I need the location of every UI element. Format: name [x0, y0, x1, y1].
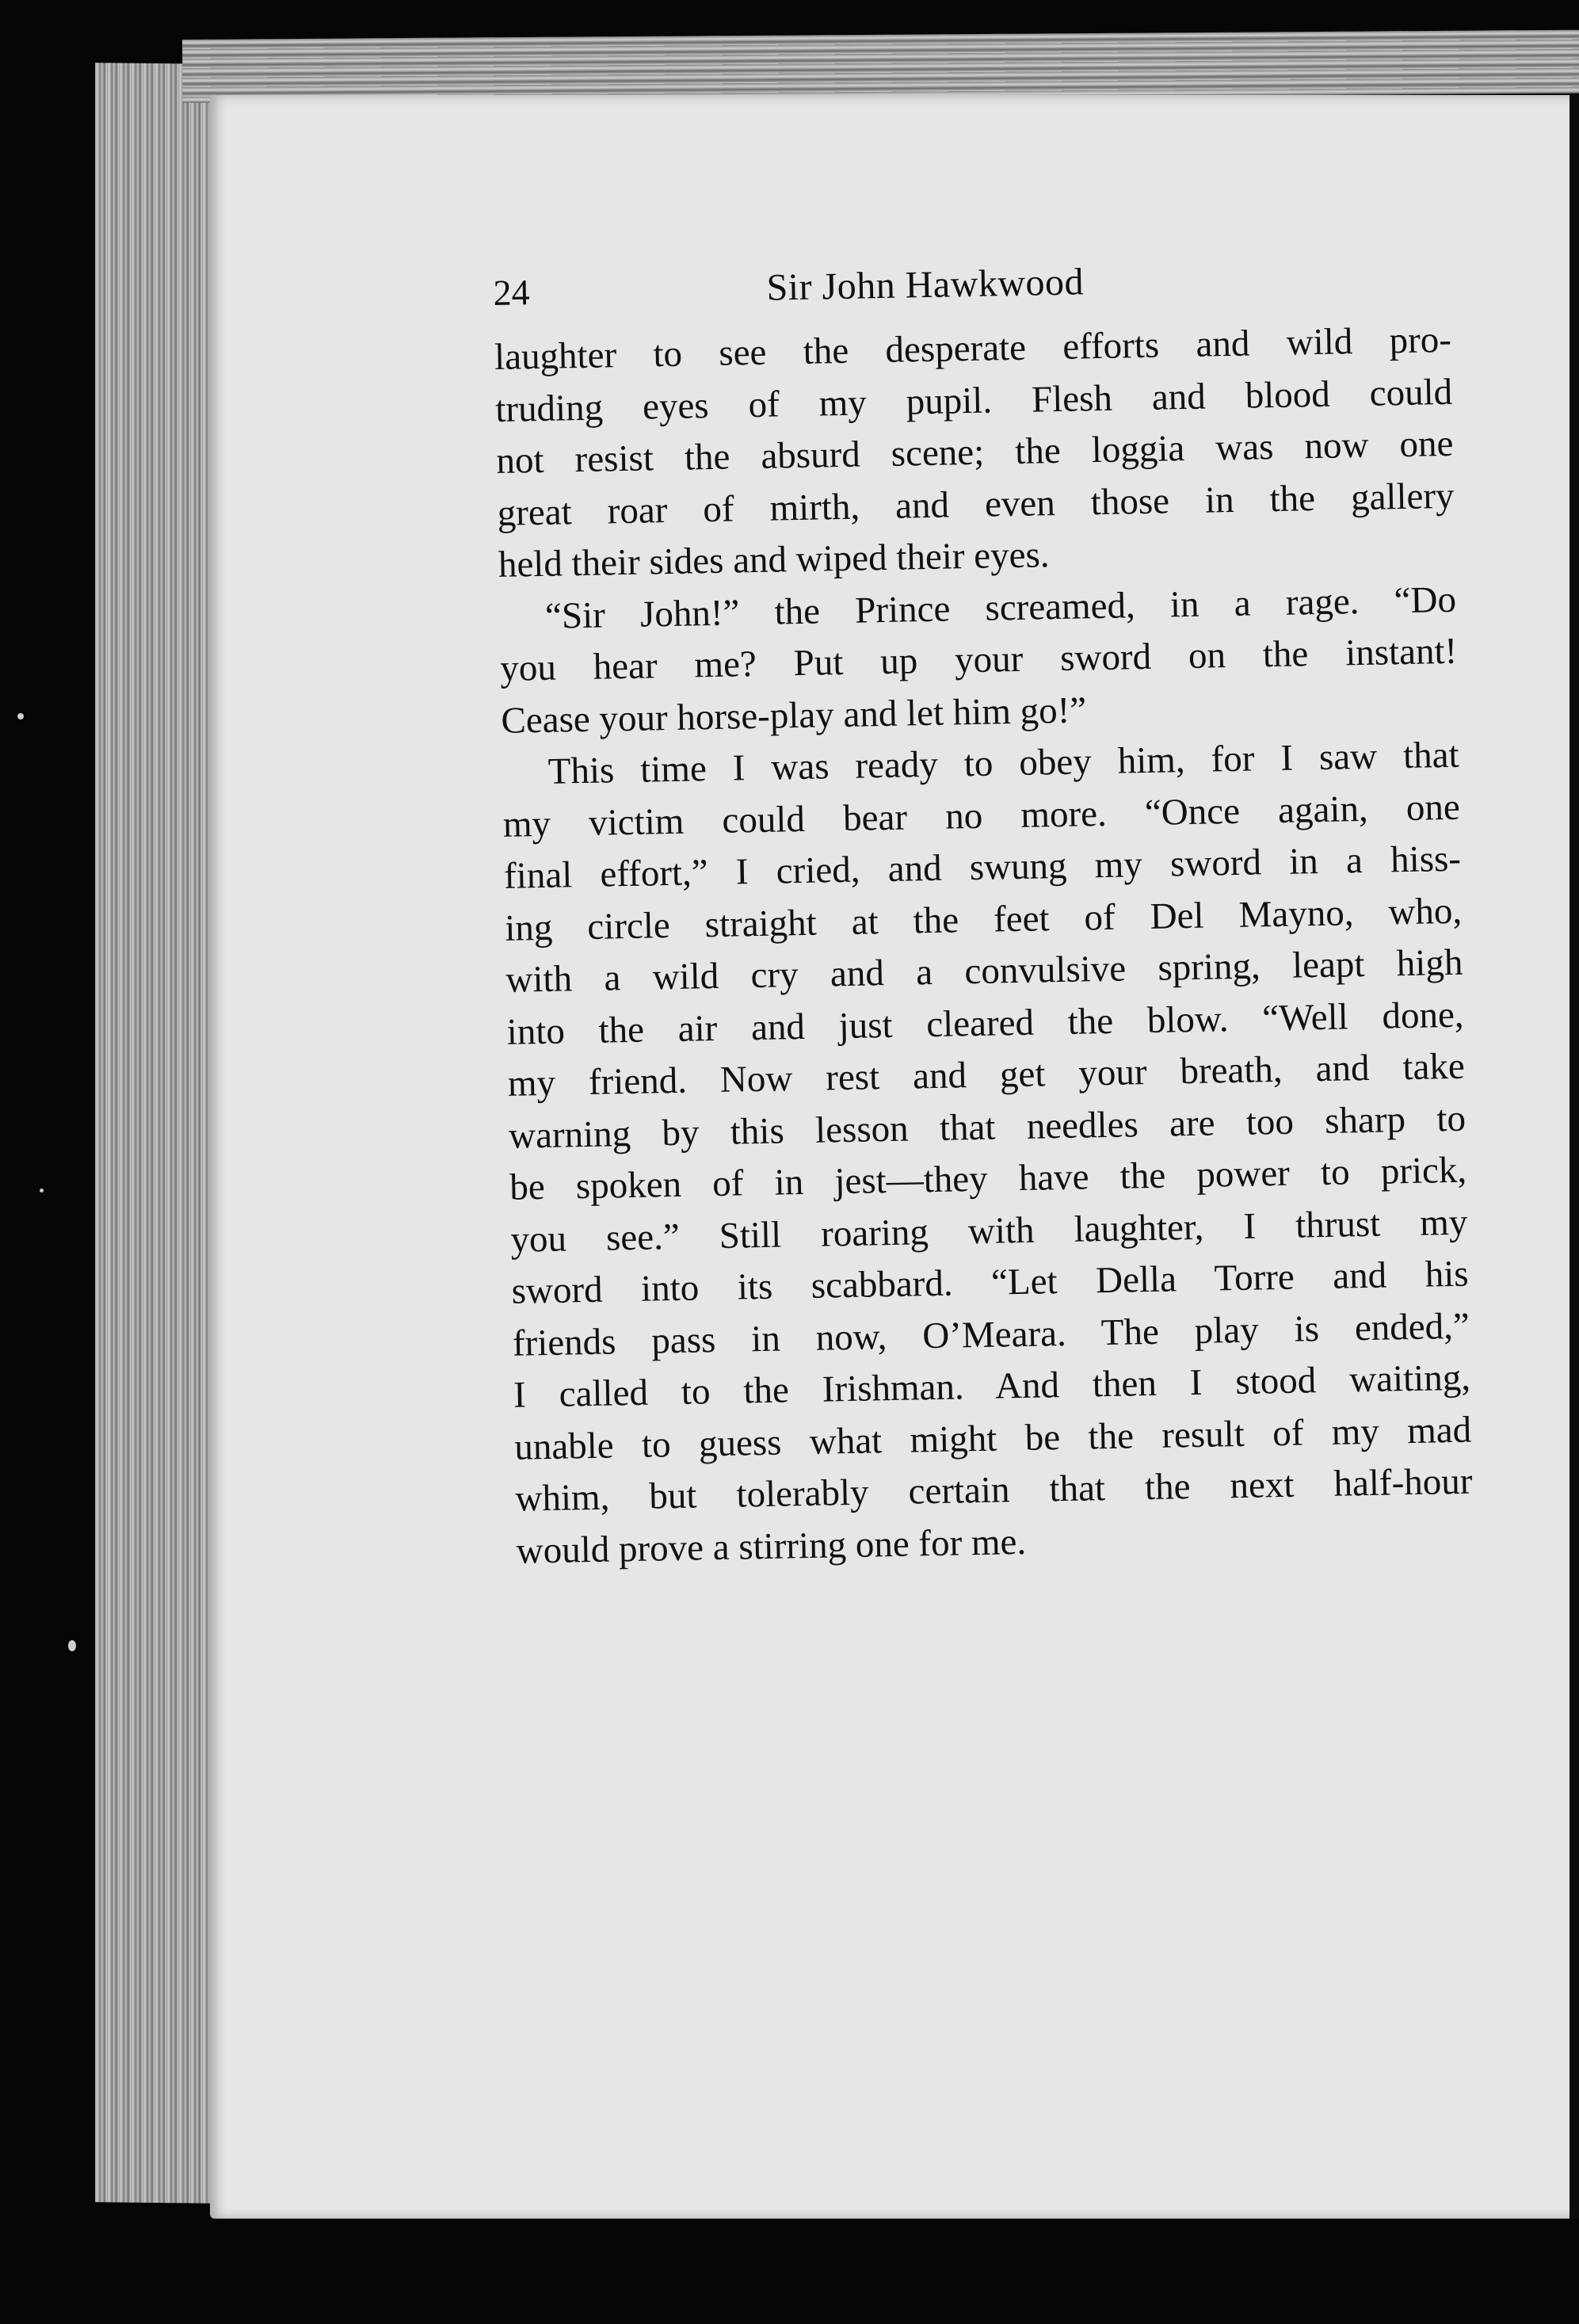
text-line: final effort,” I cried, and swung my sword in a hiss- [503, 838, 1462, 897]
text-line: “Sir John!” the Prince screamed, in a rage. “Do [544, 578, 1457, 637]
text-line: truding eyes of my pupil. Flesh and blood could [494, 371, 1453, 430]
page-text-block [493, 248, 1474, 1578]
dust-speck [17, 713, 24, 719]
text-line: into the air and just cleared the blow. “Well done, [506, 994, 1465, 1053]
text-line: held their sides and wiped their eyes. [498, 534, 1050, 586]
page-right-shadow [1569, 95, 1579, 2219]
running-title: Sir John Hawkwood [766, 261, 1085, 309]
text-line: my friend. Now rest and get your breath, and take [507, 1045, 1466, 1105]
text-line: with a wild cry and a convulsive spring, leapt high [505, 941, 1463, 1001]
text-line: laughter to see the desperate efforts and wild pro- [494, 319, 1452, 378]
dust-speck [40, 1189, 44, 1193]
text-line: ing circle straight at the feet of Del Mayno, who, [504, 890, 1463, 949]
text-line: my victim could bear no more. “Once again, one [502, 786, 1461, 845]
text-line: This time I was ready to obey him, for I saw that [547, 734, 1460, 792]
book-page-edges [95, 63, 222, 2204]
page-number: 24 [493, 272, 531, 313]
text-line: you hear me? Put up your sword on the instant! [499, 630, 1458, 689]
text-line: friends pass in now, O’Meara. The play is ended,” [512, 1305, 1470, 1364]
text-line: not resist the absurd scene; the loggia was now one [496, 422, 1454, 482]
text-line: I called to the Irishman. And then I stood waiting, [513, 1357, 1471, 1416]
text-line: warning by this lesson that needles are too sharp to [508, 1097, 1466, 1157]
text-line: Cease your horse-play and let him go!” [501, 689, 1087, 742]
body-text [494, 315, 1474, 1578]
text-line: whim, but tolerably certain that the next half-hour [515, 1460, 1473, 1520]
text-line: unable to guess what might be the result of my mad [513, 1409, 1472, 1468]
text-line: would prove a stirring one for me. [516, 1521, 1027, 1572]
book-top-edge [182, 30, 1579, 103]
text-line: sword into its scabbard. “Let Della Torre and his [511, 1253, 1470, 1312]
text-line: you see.” Still roaring with laughter, I thrust my [510, 1201, 1468, 1261]
dust-speck [68, 1640, 76, 1651]
text-line: be spoken of in jest—they have the power to prick, [509, 1149, 1467, 1208]
text-line: great roar of mirth, and even those in the gallery [497, 475, 1455, 534]
